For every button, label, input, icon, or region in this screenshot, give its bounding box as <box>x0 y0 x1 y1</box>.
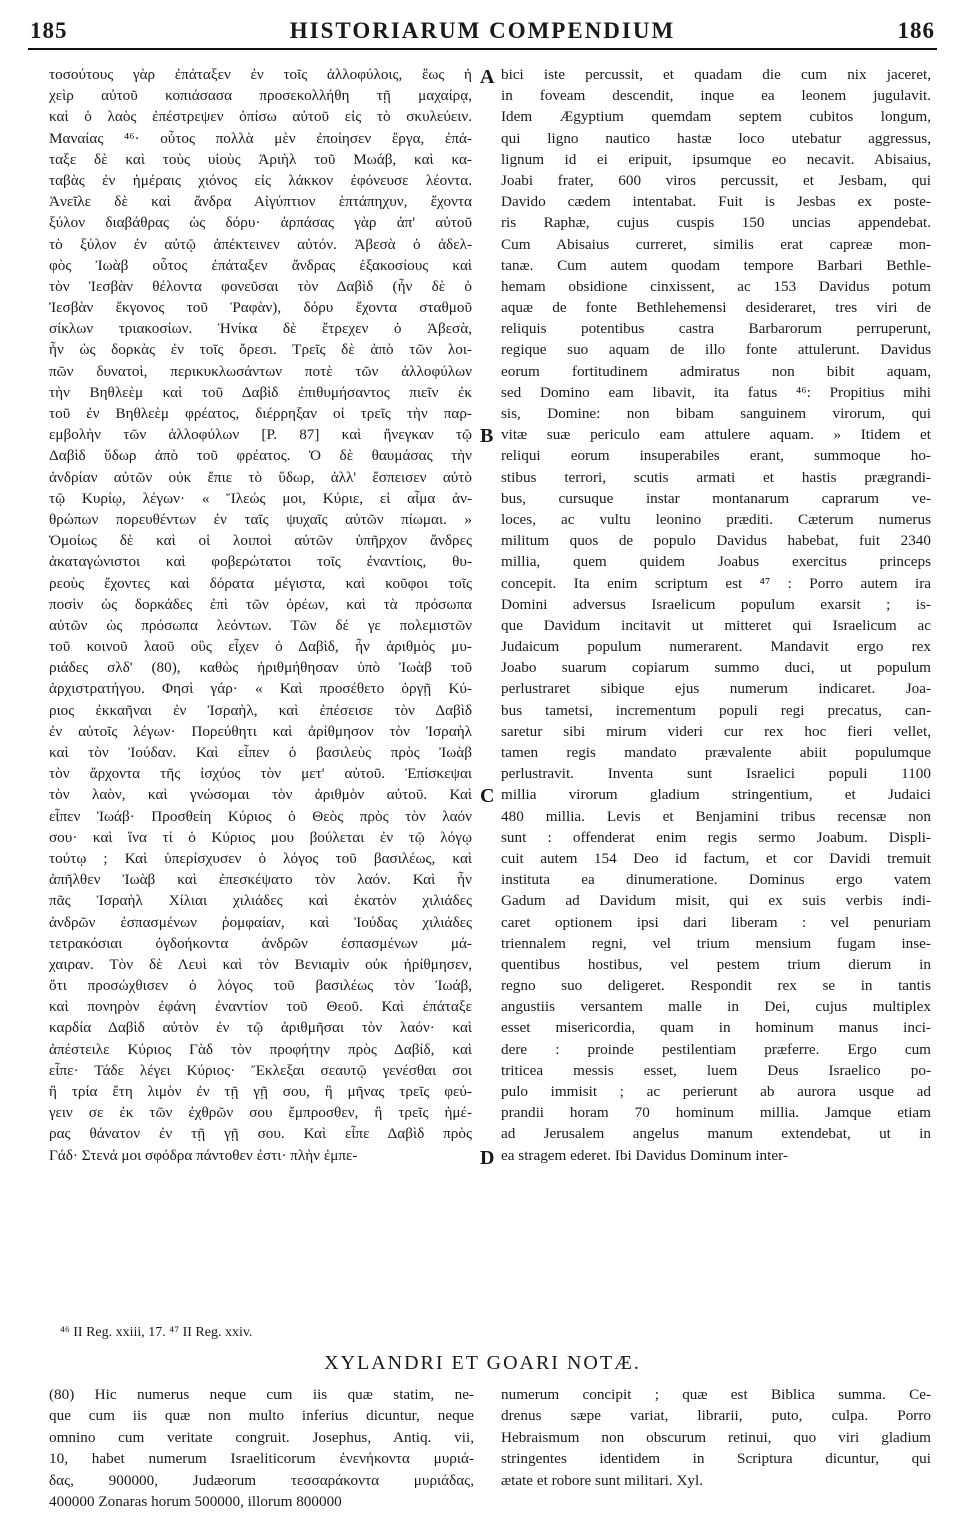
latin-text-line: bici iste percussit, et quadam die cum nix jaceret, <box>501 66 931 83</box>
greek-text-line: τοῦ κοινοῦ λαοῦ οὓς εἶχεν ὁ Δαβὶδ, ἦν ἀριθμὸς μυ- <box>49 638 472 656</box>
greek-text-line: καρδία Δαβὶδ αὐτὸν ἐν τῷ ἀριθμῆσαι τὸν λαόν· καὶ <box>49 1019 472 1037</box>
greek-text-line: ἀπῆλθεν Ἰωὰβ καὶ ἐπεσκέψατο τὸν λαόν. Καὶ ἦν <box>49 871 472 889</box>
greek-text-line: τετρακόσιαι ὀγδοήκοντα ἀνδρῶν ἐσπασμένων μά- <box>49 934 472 952</box>
latin-text-line: reliquis potentibus castra Barbarorum perruperunt, <box>501 320 931 338</box>
greek-text-line: ἐν αὐτοῖς λέγων· Πορεύθητι καὶ ἀρίθμησον τὸν Ἰσραὴλ <box>49 722 472 740</box>
latin-text-line: concepit. Ita enim scriptum est ⁴⁷ : Porro autem ira <box>501 574 931 592</box>
note-line: numerum concipit ; quæ est Biblica summa. Ce- <box>501 1386 931 1403</box>
greek-text-line: χεὶρ αὐτοῦ κοπιάσασα προσεκολλήθη τῇ μαχαίρᾳ, <box>49 87 472 105</box>
latin-text-line: vitæ suæ periculo eam attulere aquam. » Itidem et <box>501 426 931 444</box>
latin-text-line: perlustravit. Inventa sunt Israelici populi 1100 <box>501 765 931 783</box>
greek-text-line: σου· καὶ ἵνα τί ὁ Κύριος μου βούλεται ἐν τῷ λόγῳ <box>49 828 472 846</box>
latin-text-line: triennalem regni, vel trium mensium fugam inse- <box>501 934 931 952</box>
latin-text-line: que Davidum incitavit ut mitteret qui Israelicum ac <box>501 616 931 634</box>
greek-text-line: ρας θάνατον ἐν τῇ γῇ σου. Καὶ εἶπε Δαβὶδ πρὸς <box>49 1125 472 1143</box>
greek-text-line: τοῦ ἐν Βηθλεὲμ φρέατος, διέρρηξαν οἱ τρεῖς τὴν παρ- <box>49 405 472 422</box>
latin-text-line: 480 millia. Levis et Benjamini tribus recensæ non <box>501 807 931 825</box>
margin-letter-d: D <box>480 1147 495 1169</box>
latin-text-line: caret optionem ipsi dari liberam : vel penuriam <box>501 913 931 931</box>
latin-text-line: in foveam descendit, inque ea leonem jugulavit. <box>501 87 931 105</box>
greek-text-line: ρεοὺς ἔχοντες καὶ δόρατα μέγιστα, καὶ κοῦφοι τοῖς <box>49 574 472 592</box>
note-line: drenus sæpe variat, librarii, puto, culpa. Porro <box>501 1407 931 1425</box>
margin-letter-a: A <box>480 66 495 88</box>
greek-text-line: Δαβὶδ ὕδωρ ἀπὸ τοῦ φρέατος. Ὁ δὲ θαυμάσας τὴν <box>49 447 472 465</box>
greek-text-line: ἀνδρῶν ἐσπασμένων ῥομφαίαν, καὶ Ἰούδας χιλιάδες <box>49 913 472 931</box>
greek-text-line: θρώπων πορευθέντων ἐν ταῖς ψυχαῖς αὐτῶν πίωμαι. » <box>49 510 472 528</box>
greek-text-line: τὸ ξύλον ἐν αὐτῷ ἀπέκτεινεν αὐτόν. Ἀβεσὰ ὁ ἀδελ- <box>49 235 472 253</box>
latin-text-line: millia virorum gladium stringentium, et Judaici <box>501 786 931 804</box>
note-line: stringentes identidem in Scriptura dicuntur, qui <box>501 1450 931 1468</box>
greek-text-line: αὐτῶν ὡς πρόσωπα λεόντων. Τῶν δέ γε πολεμιστῶν <box>49 616 472 634</box>
greek-text-line: ἀπέστειλε Κύριος Γὰδ τὸν προφήτην πρὸς Δαβίδ, καὶ <box>49 1040 472 1058</box>
margin-letter-b: B <box>480 425 494 447</box>
latin-text-line: instituta ea dinumeratione. Dominus ergo vatem <box>501 871 931 889</box>
greek-text-line: Μαναίας ⁴⁶· οὗτος πολλὰ μὲν ἐποίησεν ἔργα, ἐπά- <box>49 129 472 147</box>
greek-text-line: τὸν Ἰεσβὰν θέλοντα φονεῦσαι τὸν Δαβὶδ (ἦν δὲ ὁ <box>49 277 472 295</box>
greek-text-line: ταξε δὲ καὶ τοὺς υἱοὺς Ἀριὴλ τοῦ Μωάβ, καὶ κα- <box>49 150 472 168</box>
greek-text-line: γειν σε ἐκ τῶν ἐχθρῶν σου ἔμπροσθεν, ἢ τρεῖς ἡμέ- <box>49 1104 472 1122</box>
latin-text-line: Joabo suarum copiarum summo duci, ut populum <box>501 659 931 677</box>
greek-text-line: Ὁμοίως δὲ καὶ οἱ λοιποὶ αὐτῶν ὑπῆρχον ἄνδρες <box>49 532 472 550</box>
latin-text-line: Judaicum populum numerarent. Mandavit ergo rex <box>501 638 931 656</box>
latin-text-line: Davido cædem intentabat. Fuit is Jesbas ex poste- <box>501 193 931 211</box>
greek-text-line: ὅτι προσώχθισεν ὁ λόγος τοῦ βασιλέως τὸν Ἰωάβ, <box>49 977 472 995</box>
note-line: Hebraismum non obscurum retinui, quo viri gladium <box>501 1428 931 1446</box>
latin-text-line: Domini adversus Israelicum populum exarsit ; is- <box>501 595 931 613</box>
latin-text-line: sis, Domine: non bibam sanguinem virorum, qui <box>501 405 931 422</box>
greek-text-line: τὸν λαὸν, καὶ γνώσομαι τὸν ἀριθμὸν αὐτοῦ. Καὶ <box>49 786 472 804</box>
latin-text-line: bus, cursuque instar montanarum caprarum ve- <box>501 489 931 507</box>
latin-text-line: dere : proinde pestilentiam præferre. Ergo cum <box>501 1040 931 1058</box>
margin-letter-c: C <box>480 785 495 807</box>
note-line: 400000 Zonaras horum 500000, illorum 800000 <box>49 1492 342 1510</box>
latin-text-line: lignum id ei eripuit, ipsumque eo necavit. Abisaius, <box>501 150 931 168</box>
latin-text-line: Cum Abisaius curreret, similis erat capreæ mon- <box>501 235 931 253</box>
note-line: (80) Hic numerus neque cum iis quæ statim, ne- <box>49 1386 474 1403</box>
greek-text-line: ἀρχιστρατήγου. Φησὶ γάρ· « Καὶ προσέθετο ὀργῇ Κύ- <box>49 680 472 698</box>
greek-text-line: σίκλων τριακοσίων. Ἡνίκα δὲ ἔτρεχεν ὁ Ἀβεσὰ, <box>49 320 472 338</box>
latin-text-line: Joabi frater, 600 viros percussit, et Jesbam, qui <box>501 171 931 189</box>
latin-text-line: angustiis versantem malle in Dei, cujus multiplex <box>501 998 931 1016</box>
latin-text-line: ris Raphæ, cujus cuspis 150 uncias appendebat. <box>501 214 931 232</box>
latin-text-line: reliqui eorum insuperabiles erant, summoque ho- <box>501 447 931 465</box>
footnotes: ⁴⁶ II Reg. xxiii, 17. ⁴⁷ II Reg. xxiv. <box>60 1325 253 1340</box>
latin-text-line: loces, ac vultu leonino præditi. Cæterum numerus <box>501 510 931 528</box>
running-header <box>28 14 937 50</box>
latin-text-line: tanæ. Cum autem quodam tempore Barbari Bethle- <box>501 256 931 274</box>
latin-text-line: perlustraret sibique ejus numerum indicaret. Joa- <box>501 680 931 698</box>
greek-text-line: πᾶς Ἰσραὴλ Χίλιαι χιλιάδες καὶ ἑκατὸν χιλιάδες <box>49 892 472 910</box>
latin-text-line: triticea messis esset, luem Deus Israelico po- <box>501 1061 931 1079</box>
greek-text-line: φὸς Ἰωὰβ οὗτος ἐπάταξεν ἄνδρας ἑξακοσίους καὶ <box>49 256 472 274</box>
greek-text-line: Γάδ· Στενά μοι σφόδρα πάντοθεν ἐστι· πλὴν ἐμπε- <box>49 1146 358 1164</box>
greek-text-line: καὶ πονηρὸν ἐφάνη ἐναντίον τοῦ Θεοῦ. Καὶ ἐπάταξε <box>49 998 472 1016</box>
note-line: que cum iis quæ non multo inferius dicuntur, neque <box>49 1407 474 1425</box>
latin-text-line: tamen regis mandato prævalente abiit populumque <box>501 744 931 761</box>
latin-text-line: eorum fortitudinem admiratus non bibit aquam, <box>501 362 931 380</box>
latin-text-line: millia, quem quidem Joabus exercitus princeps <box>501 553 931 571</box>
latin-text-line: cuit autem 154 Deo id factum, et cor Davidi tremuit <box>501 849 931 867</box>
latin-text-line: ea stragem ederet. Ibi Davidus Dominum inter- <box>501 1146 788 1164</box>
greek-text-line: ποσὶν ὡς δορκάδες ἐπὶ τῶν ὀρέων, καὶ τὰ πρόσωπα <box>49 595 472 613</box>
latin-text-line: sed Domino eam libavit, ita fatus ⁴⁶: Propitius mihi <box>501 383 931 401</box>
greek-text-line: ἀκαταγώνιστοι καὶ φοβερώτατοι τοῖς ἐναντίοις, θυ- <box>49 553 472 571</box>
latin-text-line: stibus terrori, scutis armati et hastis prægrandi- <box>501 468 931 486</box>
greek-text-line: ριάδες σλδ' (80), καθὼς ἠριθμήθησαν ὑπὸ Ἰωὰβ τοῦ <box>49 659 472 677</box>
latin-text-line: prandii horam 70 hominum millia. Jamque etiam <box>501 1104 931 1122</box>
greek-text-line: ξύλον διαβάθρας ὡς δόρυ· ἁρπάσας γὰρ ἀπ' αὐτοῦ <box>49 214 472 232</box>
greek-text-line: Ἀνεῖλε δὲ καὶ ἄνδρα Αἰγύπτιον ἑπτάπηχυν, ἔχοντα <box>49 193 472 211</box>
note-line: δας, 900000, Judæorum τεσσαράκοντα μυριάδας, <box>49 1471 474 1489</box>
greek-text-line: τούτῳ ; Καὶ ὑπερίσχυσεν ὁ λόγος τοῦ βασιλέως, καὶ <box>49 849 472 867</box>
greek-text-column <box>49 64 472 1322</box>
note-line: 10, habet numerum Israeliticorum ἐνενήκοντα μυριά- <box>49 1450 474 1468</box>
notes-heading: XYLANDRI ET GOARI NOTÆ. <box>324 1352 641 1374</box>
greek-text-line: τὴν Βηθλεὲμ καὶ τοῦ Δαβὶδ ἐπιθυμήσαντος πιεῖν ἐκ <box>49 383 472 401</box>
latin-text-column <box>501 64 931 1322</box>
latin-text-line: sunt : offenderat enim regis sermo Joabum. Displi- <box>501 828 931 846</box>
latin-text-line: qui ligno nautico hastæ loco utebatur aggressus, <box>501 129 931 147</box>
greek-text-line: εμβολὴν τῶν ἀλλοφύλων [P. 87] καὶ ἤνεγκαν τῷ <box>49 426 472 444</box>
latin-text-line: regno suo deligeret. Respondit rex se in tantis <box>501 977 931 995</box>
latin-text-line: quentibus hostibus, vel pestem trium dierum in <box>501 955 931 973</box>
latin-text-line: ad Jerusalem angelus manum extendebat, ut in <box>501 1125 931 1143</box>
latin-text-line: regique suo aquam de illo fonte attulerunt. Davidus <box>501 341 931 359</box>
greek-text-line: χαιραν. Τὸν δὲ Λευὶ καὶ τὸν Βενιαμὶν οὐκ ἠρίθμησεν, <box>49 955 472 973</box>
greek-text-line: τὸν ἄρχοντα τῆς ἰσχύος τὸν μετ' αὐτοῦ. Ἐπίσκεψαι <box>49 765 472 783</box>
greek-text-line: ἀνδρίαν αὐτῶν οὐκ ἔπιε τὸ ὕδωρ, ἀλλ' ἔσπεισεν αὐτὸ <box>49 468 472 486</box>
greek-text-line: ἢ τρία ἔτη λιμὸν ἐν τῇ γῇ σου, ἢ μῆνας τρεῖς φεύ- <box>49 1083 472 1100</box>
notes-left-column <box>49 1384 474 1514</box>
greek-text-line: ἦν ὡς δορκὰς ἐν τοῖς ὄρεσι. Τρεῖς δὲ ἀπὸ τῶν λοι- <box>49 341 472 359</box>
right-page-number: 186 <box>897 18 935 43</box>
greek-text-line: ταβὰς ἐν ἡμέραις χιόνος εἰς λάκκον ἐφόνευσε λέοντα. <box>49 171 472 189</box>
latin-text-line: saretur sibi mirum videri cur rex hoc fieri vellet, <box>501 722 931 740</box>
greek-text-line: τοσούτους γὰρ ἐπάταξεν ἐν τοῖς ἀλλοφύλοις, ἕως ἡ <box>49 66 472 83</box>
latin-text-line: Gadum ad Davidum misit, qui ex suis verbis indi- <box>501 892 931 910</box>
latin-text-line: bus tametsi, incrementum populi regi precatus, can- <box>501 701 931 719</box>
greek-text-line: Ἰεσβὰν ἔκγονος τοῦ Ῥαφὰν), δόρυ ἔχοντα σταθμοῦ <box>49 299 472 317</box>
notes-right-column <box>501 1384 931 1514</box>
greek-text-line: καὶ τὸν Ἰούδαν. Καὶ εἶπεν ὁ βασιλεὺς πρὸς Ἰωὰβ <box>49 744 472 761</box>
greek-text-line: καὶ ὁ λαὸς ἐπέστρεψεν ὀπίσω αὐτοῦ εἰς τὸ σκυλεύειν. <box>49 108 472 126</box>
latin-text-line: pulo immisit ; ac perierunt ab aurora usque ad <box>501 1083 931 1100</box>
latin-text-line: esset misericordia, quam in hominum manus inci- <box>501 1019 931 1037</box>
greek-text-line: εἶπε· Τάδε λέγει Κύριος· Ἔκλεξαι σεαυτῷ γενέσθαι σοι <box>49 1061 472 1079</box>
greek-text-line: ριος ἐκκαῆναι ἐν Ἰσραὴλ, καὶ ἐπέσεισε τὸν Δαβὶδ <box>49 701 472 719</box>
greek-text-line: εἶπεν Ἰωάβ· Προσθείη Κύριος ὁ Θεὸς πρὸς τὸν λαόν <box>49 807 472 825</box>
left-page-number: 185 <box>30 18 68 43</box>
running-title: HISTORIARUM COMPENDIUM <box>289 18 676 43</box>
latin-text-line: hemam obsidione cinxissent, ac 153 Davidus potum <box>501 277 931 295</box>
note-line: ætate et robore sunt militari. Xyl. <box>501 1471 704 1489</box>
latin-text-line: Idem Ægyptium quemdam septem cubitos longum, <box>501 108 931 126</box>
latin-text-line: militum quos de populo Davidus habebat, fuit 2340 <box>501 532 931 550</box>
note-line: omnino cum veritate congruit. Josephus, Antiq. vii, <box>49 1428 474 1446</box>
greek-text-line: πῶν δυνατοὶ, περικυκλωσάντων ποτὲ τῶν ἀλλοφύλων <box>49 362 472 380</box>
greek-text-line: τῷ Κυρίῳ, λέγων· « Ἵλεώς μοι, Κύριε, εἰ αἷμα ἀν- <box>49 489 472 507</box>
latin-text-line: aquæ de fonte Bethlehemensi desideraret, tres viri de <box>501 299 931 317</box>
